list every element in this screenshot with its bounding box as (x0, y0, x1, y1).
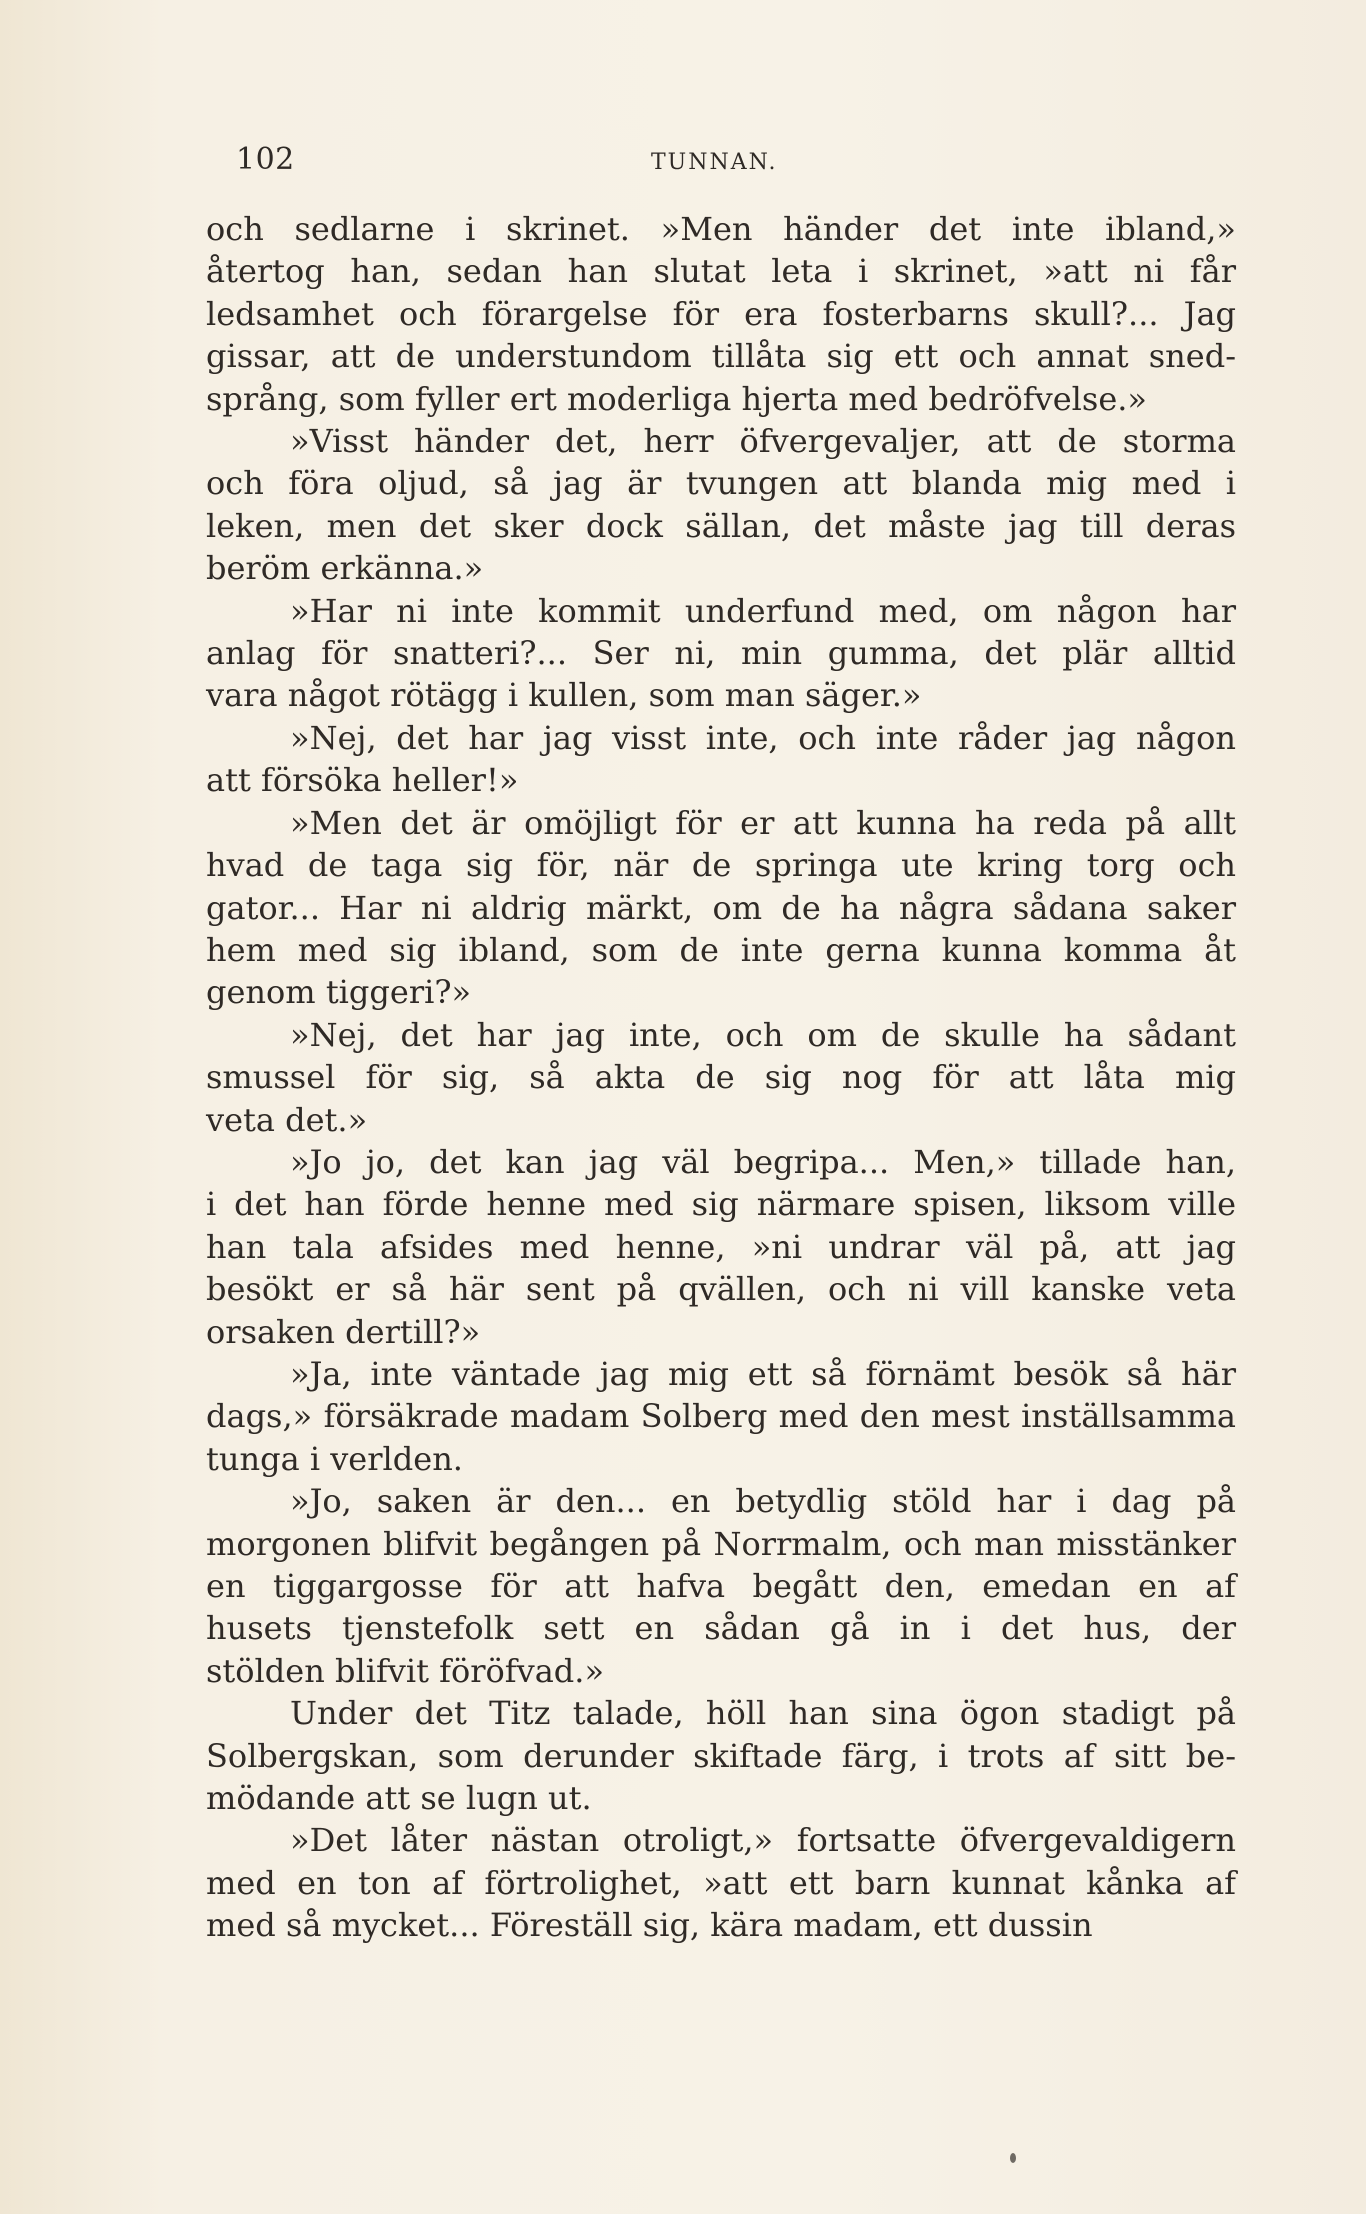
text-line: »Ja, inte väntade jag mig ett så förnämt besök så här (290, 1354, 1236, 1393)
text-line: beröm erkänna.» (206, 549, 484, 588)
text-line: han tala afsides med henne, »ni undrar väl på, att jag (206, 1227, 1236, 1266)
text-line: »Men det är omöjligt för er att kunna ha reda på allt (290, 803, 1236, 842)
text-line: Under det Titz talade, höll han sina ögon stadigt på (290, 1694, 1236, 1733)
text-line: »Visst händer det, herr öfvergevaljer, att de storma (290, 422, 1236, 461)
paragraph (206, 590, 1236, 717)
text-line: återtog han, sedan han slutat leta i skrinet, »att ni får (206, 252, 1236, 291)
text-line: mödande att se lugn ut. (206, 1779, 592, 1818)
text-line: smussel för sig, så akta de sig nog för att låta mig (206, 1058, 1236, 1097)
paragraph (206, 1480, 1236, 1692)
paragraph (206, 1141, 1236, 1353)
text-line: och föra oljud, så jag är tvungen att blanda mig med i (206, 464, 1236, 503)
text-line: att försöka heller!» (206, 761, 519, 800)
text-line: »Har ni inte kommit underfund med, om någon har (290, 591, 1236, 630)
text-line: ledsamhet och förargelse för era fosterbarns skull?... Jag (206, 294, 1236, 333)
text-line: hvad de taga sig för, när de springa ute kring torg och (206, 846, 1236, 885)
text-line: gissar, att de understundom tillåta sig ett och annat sned- (206, 337, 1236, 376)
paragraph (206, 717, 1236, 802)
text-line: husets tjenstefolk sett en sådan gå in i det hus, der (206, 1609, 1236, 1648)
text-line: språng, som fyller ert moderliga hjerta med bedröfvelse.» (206, 379, 1147, 418)
text-line: vara något rötägg i kullen, som man säger.» (206, 676, 922, 715)
paragraph (206, 802, 1236, 1014)
text-line: Solbergskan, som derunder skiftade färg, i trots af sitt be- (206, 1736, 1236, 1775)
text-line: i det han förde henne med sig närmare spisen, liksom ville (206, 1185, 1236, 1224)
text-line: tunga i verlden. (206, 1439, 463, 1478)
page-header (206, 142, 1236, 182)
text-line: gator... Har ni aldrig märkt, om de ha några sådana saker (206, 888, 1236, 927)
text-line: och sedlarne i skrinet. »Men händer det inte ibland,» (206, 210, 1236, 248)
text-line: dags,» försäkrade madam Solberg med den mest inställsamma (206, 1397, 1236, 1436)
running-title: TUNNAN. (651, 150, 778, 175)
text-line: stölden blifvit föröfvad.» (206, 1651, 605, 1690)
text-line: veta det.» (206, 1100, 368, 1139)
text-line: med en ton af förtrolighet, »att ett barn kunnat kånka af (206, 1863, 1236, 1902)
page-number: 102 (236, 142, 295, 177)
paragraph (206, 208, 1236, 420)
text-line: anlag för snatteri?... Ser ni, min gumma, det plär alltid (206, 634, 1236, 673)
text-line: leken, men det sker dock sällan, det måste jag till deras (206, 506, 1236, 545)
text-line: »Jo jo, det kan jag väl begripa... Men,» tillade han, (290, 1142, 1236, 1181)
paragraph (206, 1819, 1236, 1946)
text-line: en tiggargosse för att hafva begått den, emedan en af (206, 1567, 1236, 1605)
text-line: »Nej, det har jag inte, och om de skulle ha sådant (290, 1015, 1236, 1054)
text-line: genom tiggeri?» (206, 973, 472, 1012)
body-text (206, 208, 1236, 1947)
paragraph (206, 1014, 1236, 1141)
paragraph (206, 420, 1236, 590)
text-line: hem med sig ibland, som de inte gerna kunna komma åt (206, 930, 1236, 969)
stray-ink-mark (1010, 2153, 1016, 2163)
paragraph (206, 1692, 1236, 1819)
text-line: morgonen blifvit begången på Norrmalm, och man misstänker (206, 1524, 1236, 1563)
text-line: med så mycket... Föreställ sig, kära madam, ett dussin (206, 1906, 1093, 1945)
text-line: orsaken dertill?» (206, 1312, 481, 1351)
text-line: »Det låter nästan otroligt,» fortsatte öfvergevaldigern (290, 1821, 1236, 1860)
text-line: »Nej, det har jag visst inte, och inte råder jag någon (290, 718, 1236, 757)
text-line: »Jo, saken är den... en betydlig stöld har i dag på (290, 1482, 1236, 1521)
text-line: besökt er så här sent på qvällen, och ni vill kanske veta (206, 1270, 1236, 1309)
paragraph (206, 1353, 1236, 1480)
